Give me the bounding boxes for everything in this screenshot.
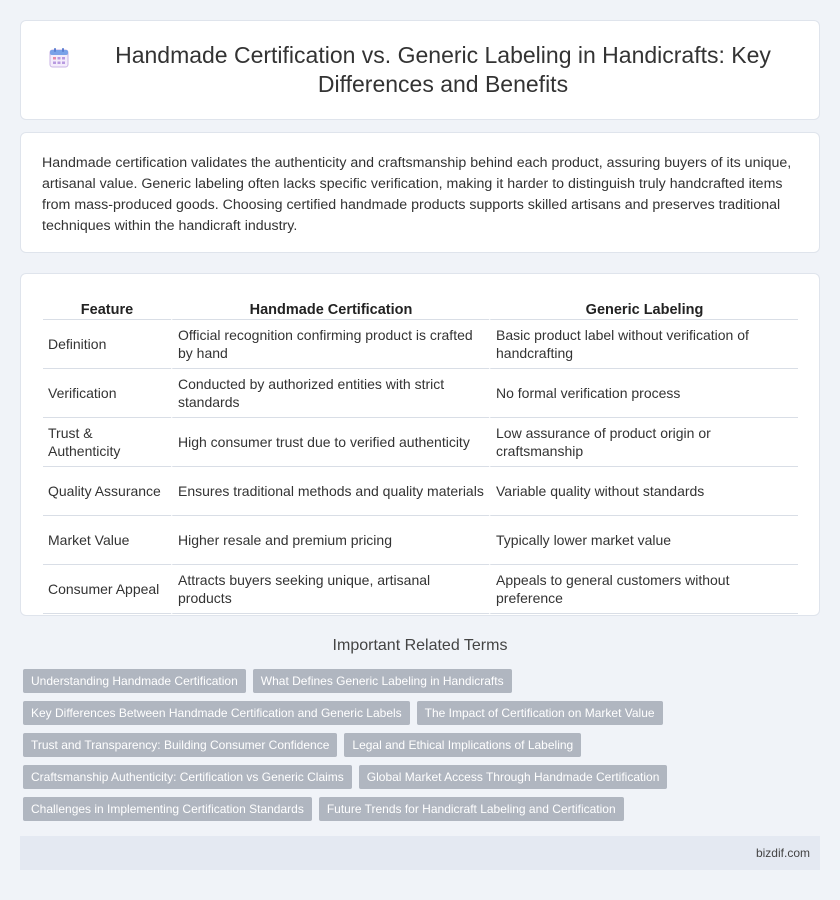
generic-cell: Low assurance of product origin or craftsmanship: [489, 418, 798, 467]
related-terms-tags: [23, 669, 823, 829]
table-row: [43, 320, 798, 369]
feature-cell: Consumer Appeal: [43, 565, 171, 614]
certification-cell: Ensures traditional methods and quality materials: [171, 467, 489, 516]
generic-cell: Basic product label without verification of handcrafting: [489, 320, 798, 369]
tag-row: [23, 797, 823, 821]
related-terms-title: Important Related Terms: [332, 637, 508, 654]
title-card: [20, 20, 820, 120]
related-term-tag[interactable]: Challenges in Implementing Certification Standards: [23, 797, 312, 821]
table-row: [43, 369, 798, 418]
generic-cell: Variable quality without standards: [489, 467, 798, 516]
page-title: Handmade Certification vs. Generic Labeling in Handicrafts: Key Differences and Benefits: [115, 42, 771, 97]
table-row: [43, 516, 798, 565]
comparison-table-card: [20, 273, 820, 616]
related-term-tag[interactable]: What Defines Generic Labeling in Handicrafts: [253, 669, 512, 693]
feature-cell: Trust & Authenticity: [43, 418, 171, 467]
header-generic-labeling: Generic Labeling: [489, 296, 798, 320]
related-term-tag[interactable]: The Impact of Certification on Market Value: [417, 701, 663, 725]
title-wrap: [47, 41, 793, 99]
table-row: [43, 565, 798, 614]
related-term-tag[interactable]: Trust and Transparency: Building Consumer Confidence: [23, 733, 337, 757]
generic-cell: Typically lower market value: [489, 516, 798, 565]
table-header-row: [43, 296, 798, 320]
related-term-tag[interactable]: Future Trends for Handicraft Labeling and Certification: [319, 797, 624, 821]
comparison-table: [43, 296, 798, 614]
certification-cell: Higher resale and premium pricing: [171, 516, 489, 565]
tag-row: [23, 701, 823, 725]
generic-cell: Appeals to general customers without preference: [489, 565, 798, 614]
intro-card: [20, 132, 820, 253]
related-term-tag[interactable]: Understanding Handmade Certification: [23, 669, 246, 693]
certification-cell: High consumer trust due to verified authenticity: [171, 418, 489, 467]
related-term-tag[interactable]: Craftsmanship Authenticity: Certification vs Generic Claims: [23, 765, 352, 789]
header-handmade-certification: Handmade Certification: [171, 296, 489, 320]
site-name[interactable]: bizdif.com: [755, 846, 810, 860]
related-term-tag[interactable]: Global Market Access Through Handmade Certification: [359, 765, 668, 789]
related-term-tag[interactable]: Key Differences Between Handmade Certification and Generic Labels: [23, 701, 410, 725]
feature-cell: Market Value: [43, 516, 171, 565]
table-row: [43, 418, 798, 467]
generic-cell: No formal verification process: [489, 369, 798, 418]
table-row: [43, 467, 798, 516]
tag-row: [23, 669, 823, 693]
feature-cell: Verification: [43, 369, 171, 418]
certification-cell: Conducted by authorized entities with strict standards: [171, 369, 489, 418]
feature-cell: Definition: [43, 320, 171, 369]
tag-row: [23, 733, 823, 757]
calendar-icon: [47, 46, 71, 70]
related-term-tag[interactable]: Legal and Ethical Implications of Labeling: [344, 733, 581, 757]
tag-row: [23, 765, 823, 789]
footer: [20, 836, 820, 870]
intro-paragraph: Handmade certification validates the authenticity and craftsmanship behind each product, assuring buyers of its unique, artisanal value. Generic labeling often lacks specific verification, making it harder to distinguish truly handcrafted items from mass-produced goods. Choosing certified handmade products supports skilled artisans and preserves traditional techniques within the handicraft industry.: [42, 155, 792, 234]
certification-cell: Attracts buyers seeking unique, artisanal products: [171, 565, 489, 614]
header-feature: Feature: [43, 296, 171, 320]
certification-cell: Official recognition confirming product is crafted by hand: [171, 320, 489, 369]
feature-cell: Quality Assurance: [43, 467, 171, 516]
